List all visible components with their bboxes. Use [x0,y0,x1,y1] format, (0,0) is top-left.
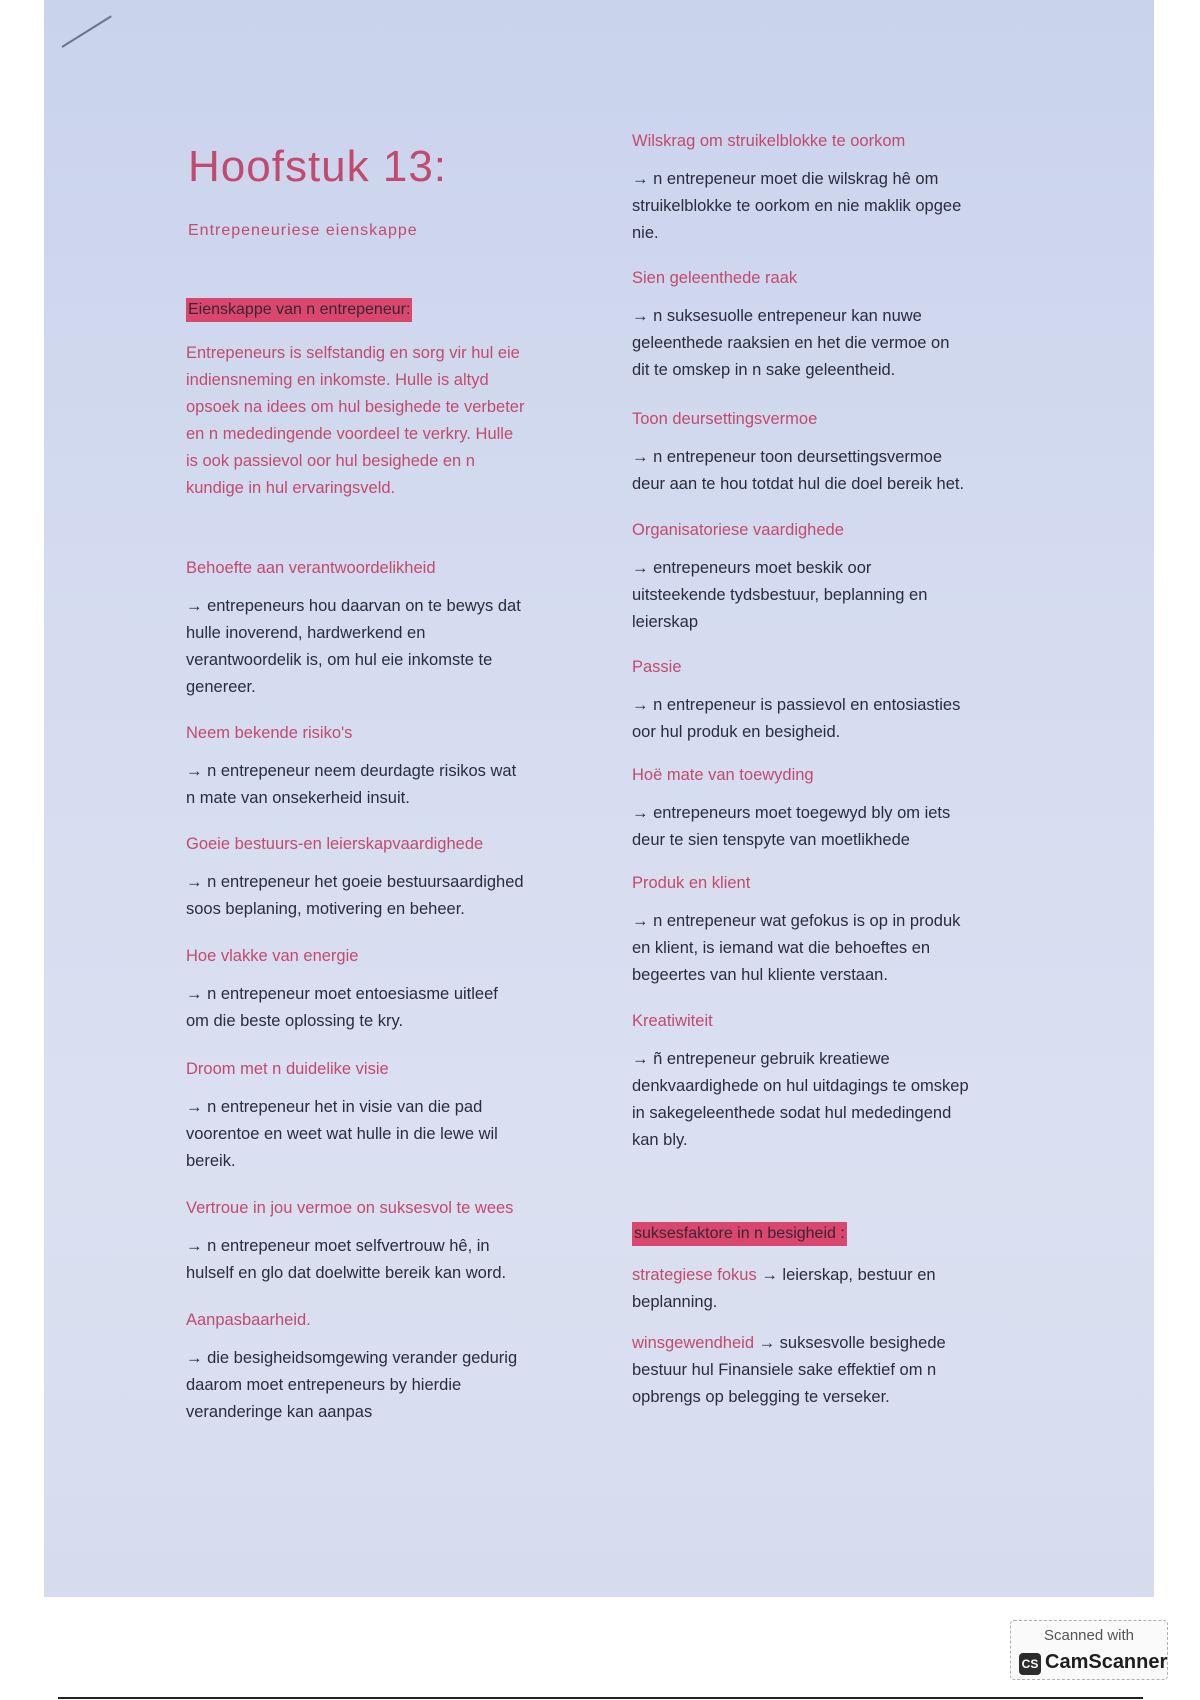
trait-heading: Wilskrag om struikelblokke te oorkom [632,132,906,150]
trait-heading: Behoefte aan verantwoordelikheid [186,559,436,577]
trait-heading: Toon deursettingsvermoe [632,410,818,428]
section-heading-suksesfaktore: suksesfaktore in n besigheid : [632,1222,847,1246]
page-subtitle: Entrepeneuriese eienskappe [188,222,418,239]
page-title: Hoofstuk 13: [188,142,448,191]
intro-line: opsoek na idees om hul besighede te verbeter [186,398,525,416]
trait-heading: Kreatiwiteit [632,1012,713,1030]
trait-line: → n entrepeneur moet entoesiasme uitleef [186,985,498,1003]
bottom-divider [58,1697,1143,1699]
intro-line: kundige in hul ervaringsveld. [186,479,396,497]
trait-line: hulself en glo dat doelwitte bereik kan word. [186,1264,507,1282]
success-factor [632,1262,1032,1316]
trait-item [632,872,1032,989]
trait-line: → entrepeneurs hou daarvan on te bewys dat [186,597,521,615]
trait-line: → entrepeneurs moet beskik oor [632,559,872,577]
trait-line: uitsteekende tydsbestuur, beplanning en [632,586,928,604]
trait-item [186,945,576,1035]
trait-description [632,1046,1032,1154]
trait-line: veranderinge kan aanpas [186,1403,373,1421]
factor-text: → leierskap, bestuur en [756,1266,936,1284]
trait-item [186,722,576,812]
trait-line: → n entrepeneur neem deurdagte risikos wat [186,762,517,780]
trait-line: daarom moet entrepeneurs by hierdie [186,1376,462,1394]
factor-label: strategiese fokus [632,1266,757,1284]
trait-heading: Hoë mate van toewyding [632,766,814,784]
trait-description [186,1233,576,1287]
trait-description [186,981,576,1035]
intro-line: is ook passievol oor hul besighede en n [186,452,475,470]
trait-item [632,519,1032,636]
trait-line: bereik. [186,1152,236,1170]
trait-line: → n entrepeneur moet selfvertrouw hê, in [186,1237,490,1255]
watermark-brand: CamScanner [1045,1651,1168,1673]
camscanner-logo-icon: CS [1019,1653,1041,1675]
trait-line: struikelblokke te oorkom en nie maklik opgee [632,197,962,215]
trait-item [632,267,1032,384]
trait-line: dit te omskep in n sake geleentheid. [632,361,896,379]
trait-line: → n entrepeneur toon deursettingsvermoe [632,448,943,466]
trait-heading: Vertroue in jou vermoe on suksesvol te wees [186,1199,514,1217]
trait-description [186,1345,576,1426]
trait-line: → n entrepeneur wat gefokus is op in produk [632,912,961,930]
trait-description [186,593,576,701]
factor-label: winsgewendheid [632,1334,755,1352]
intro-line: Entrepeneurs is selfstandig en sorg vir hul eie [186,344,520,362]
trait-line: leierskap [632,613,699,631]
trait-line: → n entrepeneur moet die wilskrag hê om [632,170,939,188]
trait-heading: Produk en klient [632,874,751,892]
factor-text: beplanning. [632,1293,718,1311]
trait-line: soos beplaning, motivering en beheer. [186,900,465,918]
trait-line: oor hul produk en besigheid. [632,723,841,741]
trait-heading: Passie [632,658,682,676]
trait-item [186,1309,576,1426]
intro-line: en n mededingende voordeel te verkry. Hulle [186,425,514,443]
trait-heading: Droom met n duidelike visie [186,1060,389,1078]
trait-description [186,1094,576,1175]
trait-description [186,758,576,812]
trait-line: genereer. [186,678,256,696]
watermark-caption: Scanned with [1043,1627,1135,1644]
trait-item [632,1010,1032,1154]
trait-description [632,692,1032,746]
trait-line: kan bly. [632,1131,688,1149]
trait-heading: Goeie bestuurs-en leierskapvaardighede [186,835,484,853]
trait-description [186,869,576,923]
trait-description [632,303,1032,384]
factor-text: opbrengs op belegging te verseker. [632,1388,890,1406]
trait-heading: Neem bekende risiko's [186,724,353,742]
trait-item [632,764,1032,854]
trait-line: nie. [632,224,659,242]
trait-description [632,555,1032,636]
trait-item [186,1058,576,1175]
trait-heading: Aanpasbaarheid. [186,1311,311,1329]
trait-heading: Sien geleenthede raak [632,269,798,287]
trait-item [186,833,576,923]
trait-description [632,800,1032,854]
trait-line: → n entrepeneur het goeie bestuursaardighed [186,873,524,891]
trait-line: denkvaardighede on hul uitdagings te omskep [632,1077,969,1095]
trait-line: n mate van onsekerheid insuit. [186,789,410,807]
trait-line: → n suksesuolle entrepeneur kan nuwe [632,307,922,325]
trait-line: geleenthede raaksien en het die vermoe on [632,334,950,352]
trait-heading: Hoe vlakke van energie [186,947,359,965]
trait-description [632,444,1032,498]
intro-line: indiensneming en inkomste. Hulle is altyd [186,371,489,389]
trait-item [632,408,1032,498]
camscanner-watermark [1010,1620,1168,1680]
trait-description [632,166,1032,247]
success-factor [632,1330,1032,1411]
trait-line: → ñ entrepeneur gebruik kreatiewe [632,1050,890,1068]
trait-line: deur te sien tenspyte van moetlikhede [632,831,910,849]
trait-line: → n entrepeneur is passievol en entosiasties [632,696,961,714]
factor-text: → suksesvolle besighede [754,1334,946,1352]
trait-line: en klient, is iemand wat die behoeftes en [632,939,931,957]
trait-description [632,908,1032,989]
trait-line: in sakegeleenthede sodat hul mededingend [632,1104,952,1122]
trait-heading: Organisatoriese vaardighede [632,521,844,539]
trait-item [186,557,576,701]
factor-text: bestuur hul Finansiele sake effektief om n [632,1361,937,1379]
trait-line: → n entrepeneur het in visie van die pad [186,1098,483,1116]
trait-line: begeertes van hul kliente verstaan. [632,966,888,984]
trait-line: voorentoe en weet wat hulle in die lewe wil [186,1125,498,1143]
trait-line: deur aan te hou totdat hul die doel bereik het. [632,475,965,493]
trait-line: om die beste oplossing te kry. [186,1012,404,1030]
trait-item [186,1197,576,1287]
trait-line: hulle inoverend, hardwerkend en [186,624,426,642]
intro-paragraph [186,340,566,502]
trait-line: verantwoordelik is, om hul eie inkomste te [186,651,493,669]
trait-item [632,656,1032,746]
trait-line: → die besigheidsomgewing verander gedurig [186,1349,518,1367]
trait-line: → entrepeneurs moet toegewyd bly om iets [632,804,951,822]
trait-item [632,130,1032,247]
section-heading-eienskappe: Eienskappe van n entrepeneur: [186,298,412,322]
